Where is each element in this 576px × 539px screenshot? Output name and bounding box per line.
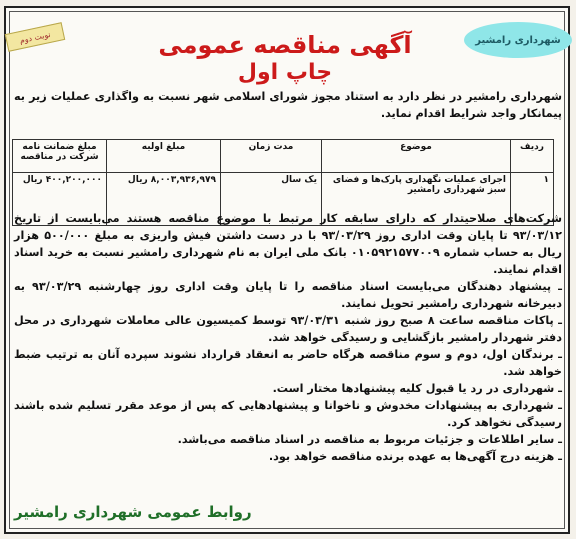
- page-subtitle: چاپ اول: [237, 60, 333, 85]
- table-header: موضوع: [322, 140, 511, 173]
- publication-round-badge: نوبت دوم: [5, 22, 65, 52]
- body-paragraph: شرکت‌های صلاحیتدار که دارای سابقه کار مرتبط با موضوع مناقصه هستند می‌بایست از تاریخ ۹۳/۰۳/۱۲ تا پایان وقت اداری روز ۹۳/۰۳/۲۹ با در دست داشتن فیش واریزی به مبلغ ۵۰۰/۰۰۰ هزار ریال به حساب شماره ۰۱۰۵۹۲۱۵۷۷۰۰۹ بانک ملی ایران به نام شهرداری رامشیر نسبت به خرید اسناد اقدام نمایند.: [14, 212, 562, 276]
- table-cell: ۸,۰۰۳,۹۳۶,۹۷۹ ریال: [107, 173, 221, 226]
- intro-paragraph: شهرداری رامشیر در نظر دارد به استناد مجوز شورای اسلامی شهر نسبت به واگذاری عملیات زیر به پیمانکار واجد شرایط اقدام نماید.: [14, 90, 562, 120]
- body-paragraph: ـ سایر اطلاعات و جزئیات مربوط به مناقصه در اسناد مناقصه می‌باشد.: [177, 433, 562, 446]
- body-paragraph: ـ پاکات مناقصه ساعت ۸ صبح روز شنبه ۹۳/۰۳/۳۱ توسط کمیسیون عالی معاملات شهرداری در محل دفتر شهردار رامشیر بازگشایی و رسیدگی خواهد شد.: [14, 314, 562, 344]
- table-header: ردیف: [511, 140, 554, 173]
- footer-signature: روابط عمومی شهرداری رامشیر: [14, 503, 252, 521]
- table-cell: یک سال: [221, 173, 322, 226]
- body-paragraph: ـ شهرداری در رد یا قبول کلیه پیشنهادها مختار است.: [272, 382, 562, 395]
- table-header: مدت زمان: [221, 140, 322, 173]
- body-paragraph: ـ پیشنهاد دهندگان می‌بایست اسناد مناقصه را تا پایان وقت اداری روز چهارشنبه ۹۳/۰۳/۲۹ به دبیرخانه شهرداری رامشیر تحویل نمایند.: [14, 280, 562, 310]
- body-paragraph: ـ شهرداری به پیشنهادات مخدوش و ناخوانا و پیشنهادهایی که پس از موعد مقرر تسلیم شده باشند رسیدگی نخواهد کرد.: [14, 399, 562, 429]
- body-text: [14, 210, 562, 465]
- page-title: آگهی مناقصه عمومی: [158, 31, 412, 59]
- table-cell: ۱: [511, 173, 554, 226]
- table-cell: اجرای عملیات نگهداری پارک‌ها و فضای سبز شهرداری رامشیر: [322, 173, 511, 226]
- body-paragraph: ـ برندگان اول، دوم و سوم مناقصه هرگاه حاضر به انعقاد قرارداد نشوند سپرده آنان به ترتیب ضبط خواهد شد.: [14, 348, 562, 378]
- table-header-row: [13, 140, 554, 173]
- table-header: مبلغ ضمانت نامه شرکت در مناقصه: [13, 140, 107, 173]
- municipality-badge: شهرداری رامشیر: [464, 22, 572, 58]
- table-header: مبلغ اولیه: [107, 140, 221, 173]
- table-cell: ۴۰۰,۲۰۰,۰۰۰ ریال: [13, 173, 107, 226]
- body-paragraph: ـ هزینه درج آگهی‌ها به عهده برنده مناقصه خواهد بود.: [268, 450, 562, 463]
